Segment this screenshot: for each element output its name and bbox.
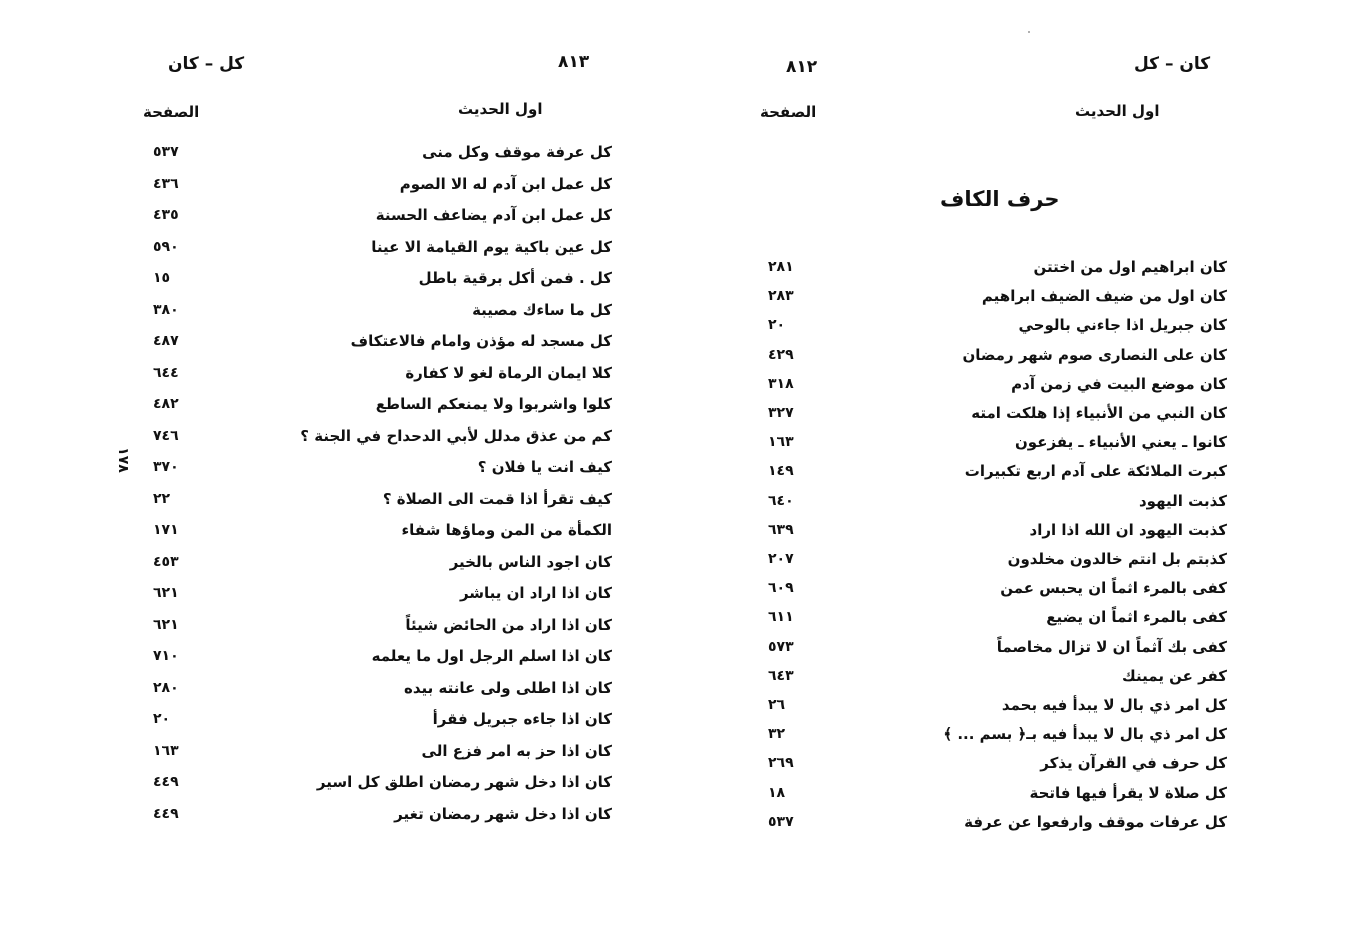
entry-title: كذبت اليهود ان الله اذا اراد: [1029, 520, 1227, 539]
entry-page-number: ٢٦٩: [768, 755, 794, 772]
right-col-page: الصفحة: [760, 103, 817, 121]
entry-title: كان اذا دخل شهر رمضان تغير: [394, 804, 612, 823]
entry-title: كان جبريل اذا جاءني بالوحي: [1018, 316, 1227, 335]
entry-title: كان النبي من الأنبياء إذا هلكت امته: [971, 404, 1227, 422]
entry-title: كل عمل ابن آدم له الا الصوم: [399, 174, 612, 193]
entry-page-number: ١٦٣: [768, 434, 794, 451]
entry-title: كان اذا اطلى ولى عانته بيده: [404, 678, 612, 697]
entry-page-number: ٢٠: [768, 317, 786, 334]
entry-page-number: ٥٣٧: [768, 813, 794, 830]
entry-page-number: ٦٢١: [153, 585, 179, 601]
right-running-head: كان – كل: [1134, 54, 1211, 74]
entry-title: كفى بالمرء اثماً ان يحبس عمن: [1000, 579, 1227, 598]
entry-page-number: ٤٢٩: [768, 346, 794, 363]
entry-title: كل صلاة لا يقرأ فيها فاتحة: [1029, 783, 1227, 802]
entry-title: كم من عذق مدلل لأبي الدحداح في الجنة ؟: [300, 426, 612, 445]
entry-title: كان اذا اراد من الحائض شيئاً: [405, 615, 612, 634]
scan-speck: [1028, 31, 1030, 33]
entry-page-number: ٤٥٣: [153, 553, 179, 570]
entry-page-number: ٢٠٧: [768, 551, 794, 567]
entry-page-number: ٣٨٠: [153, 301, 179, 318]
entry-page-number: ٤٣٦: [153, 175, 179, 192]
entry-page-number: ٦١١: [768, 609, 794, 626]
entry-title: كان اذا جاءه جبريل فقرأ: [432, 710, 612, 728]
entry-page-number: ٢٨٠: [153, 679, 179, 696]
entry-title: كان اذا حز به امر فزع الى: [421, 741, 612, 760]
entry-page-number: ٤٨٧: [153, 333, 179, 349]
entry-title: كانوا ـ يعني الأنبياء ـ يفزعون: [1015, 433, 1227, 452]
entry-page-number: ١٧١: [153, 522, 179, 538]
entry-page-number: ٥٩٠: [153, 238, 179, 255]
entry-title: كان اجود الناس بالخير: [449, 552, 612, 571]
entry-page-number: ٧١٠: [153, 648, 179, 664]
entry-page-number: ٣١٨: [768, 375, 794, 392]
entry-title: كفى بك آثماً ان لا تزال مخاصماً: [996, 637, 1227, 656]
entry-page-number: ١٨: [768, 784, 786, 801]
entry-page-number: ١٦٣: [153, 742, 179, 759]
entry-title: كل مسجد له مؤذن وامام فالاعتكاف: [350, 332, 612, 350]
entry-title: كان اذا اراد ان يباشر: [459, 584, 612, 602]
entry-title: كل عرفات موقف وارفعوا عن عرفة: [964, 812, 1227, 831]
section-title: حرف الكاف: [940, 187, 1060, 211]
entry-title: كل عين باكية يوم القيامة الا عينا: [371, 237, 612, 256]
entry-title: كلوا واشربوا ولا يمنعكم الساطع: [375, 395, 612, 413]
entry-title: كان ابراهيم اول من اختتن: [1033, 258, 1227, 276]
entry-title: كان موضع البيت في زمن آدم: [1011, 374, 1227, 393]
entry-page-number: ٤٨٢: [153, 396, 179, 412]
entry-title: كلا ايمان الرماة لغو لا كفارة: [405, 363, 612, 382]
entry-page-number: ٣٢: [768, 726, 786, 743]
entry-page-number: ٧٤٦: [153, 427, 179, 444]
left-running-head: كل – كان: [168, 54, 245, 74]
entry-page-number: ٦٤٠: [768, 492, 794, 509]
left-col-page: الصفحة: [143, 103, 200, 121]
entry-page-number: ٥٧٣: [768, 638, 794, 655]
entry-page-number: ٢٦: [768, 697, 786, 713]
entry-page-number: ٤٤٩: [153, 805, 179, 822]
entry-title: كل ما ساءك مصيبة: [472, 300, 612, 319]
entry-page-number: ٣٢٧: [768, 405, 794, 421]
entry-title: كفر عن يمينك: [1122, 666, 1227, 685]
entry-title: كان اذا دخل شهر رمضان اطلق كل اسير: [316, 773, 612, 791]
entry-title: كان على النصارى صوم شهر رمضان: [962, 345, 1227, 364]
entry-page-number: ٦٤٤: [153, 364, 179, 381]
entry-title: كفى بالمرء اثماً ان يضيع: [1046, 608, 1227, 627]
left-col-title: اول الحديث: [458, 100, 543, 118]
entry-page-number: ١٤٩: [768, 463, 794, 480]
entry-page-number: ٦٠٩: [768, 580, 794, 597]
entry-title: كذبت اليهود: [1138, 491, 1227, 510]
entry-title: الكمأة من المن وماؤها شفاء: [401, 521, 612, 539]
entry-page-number: ٢٨٣: [768, 288, 794, 305]
entry-page-number: ٢٢: [153, 490, 171, 507]
entry-title: كيف تقرأ اذا قمت الى الصلاة ؟: [382, 489, 612, 508]
entry-page-number: ١٥: [153, 270, 171, 286]
entry-title: كذبتم بل انتم خالدون مخلدون: [1007, 550, 1227, 568]
entry-title: كل امر ذي بال لا يبدأ فيه بـ﴿ بسم ... ﴾: [943, 725, 1227, 744]
left-margin-mark: ١٧٨: [114, 447, 131, 473]
entry-page-number: ٢٠: [153, 711, 171, 727]
entry-page-number: ٣٧٠: [153, 459, 179, 475]
entry-title: كان اذا اسلم الرجل اول ما يعلمه: [371, 647, 612, 665]
entry-title: كبرت الملائكة على آدم اربع تكبيرات: [964, 462, 1227, 481]
right-page-number: ٨١٢: [786, 57, 818, 77]
entry-title: كل امر ذي بال لا يبدأ فيه بحمد: [1001, 696, 1227, 714]
entry-title: كيف انت يا فلان ؟: [477, 458, 612, 476]
left-page-number: ٨١٣: [558, 52, 590, 72]
entry-title: كان اول من ضيف الضيف ابراهيم: [981, 287, 1227, 306]
entry-page-number: ٥٣٧: [153, 144, 179, 160]
entry-title: كل عرفة موقف وكل منى: [422, 143, 612, 161]
entry-page-number: ٢٨١: [768, 259, 794, 275]
entry-page-number: ٤٤٩: [153, 774, 179, 790]
entry-title: كل عمل ابن آدم يضاعف الحسنة: [375, 206, 612, 224]
entry-page-number: ٦٤٣: [768, 667, 794, 684]
entry-page-number: ٤٣٥: [153, 207, 179, 223]
entry-page-number: ٦٢١: [153, 616, 179, 633]
right-col-title: اول الحديث: [1075, 102, 1160, 120]
entry-title: كل حرف في القرآن يذكر: [1040, 754, 1227, 773]
entry-page-number: ٦٣٩: [768, 521, 794, 538]
entry-title: كل . فمن أكل برقية باطل: [418, 269, 612, 287]
